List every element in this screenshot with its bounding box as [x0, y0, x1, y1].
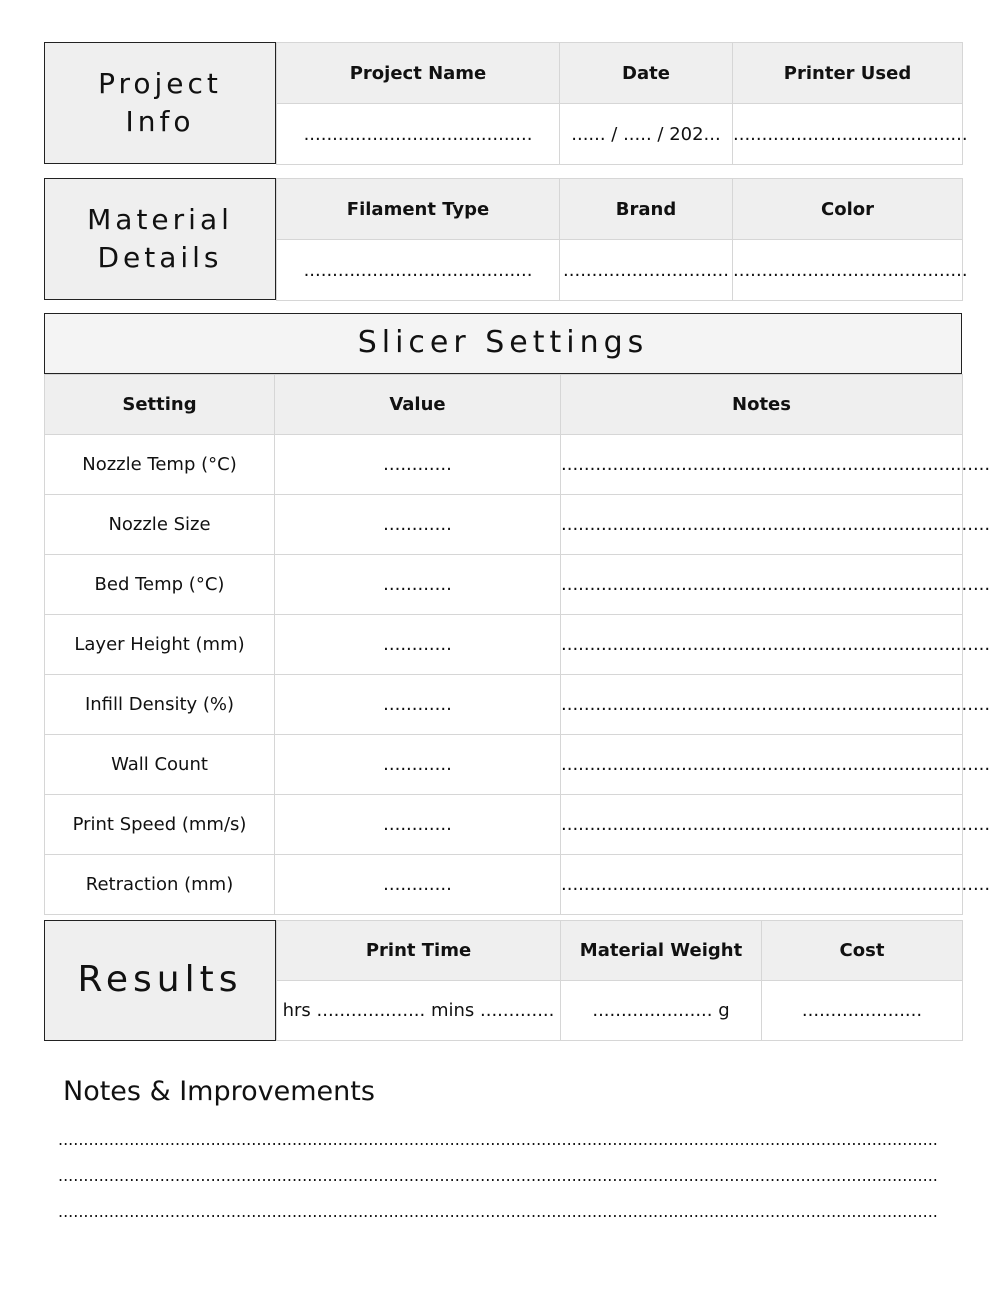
setting-label: Bed Temp (°C)	[45, 555, 275, 615]
value-field[interactable]: ............	[275, 855, 561, 915]
value-field[interactable]: ............	[275, 435, 561, 495]
setting-label: Nozzle Size	[45, 495, 275, 555]
results-label-text: Results	[77, 959, 243, 1001]
setting-label: Nozzle Temp (°C)	[45, 435, 275, 495]
table-row	[45, 495, 963, 555]
material-details-label-line2: Details	[97, 241, 223, 274]
notes-line-1[interactable]: .............................................................................................................................................................................	[58, 1130, 938, 1149]
header-date: Date	[560, 43, 733, 104]
table-row	[45, 855, 963, 915]
value-field[interactable]: ............	[275, 735, 561, 795]
header-print-time: Print Time	[277, 921, 561, 981]
material-weight-field[interactable]: ..................... g	[561, 981, 762, 1041]
notes-field[interactable]: ...........................................................................	[561, 795, 963, 855]
filament-type-field[interactable]: ........................................	[277, 240, 560, 301]
table-row	[45, 675, 963, 735]
table-row	[45, 435, 963, 495]
value-field[interactable]: ............	[275, 615, 561, 675]
table-row	[45, 555, 963, 615]
header-material-weight: Material Weight	[561, 921, 762, 981]
material-details-label-line1: Material	[87, 203, 233, 237]
results-label	[44, 920, 276, 1041]
brand-field[interactable]: .............................	[560, 240, 733, 301]
slicer-settings-title-text: Slicer Settings	[357, 325, 649, 361]
notes-improvements-title: Notes & Improvements	[63, 1076, 375, 1107]
notes-field[interactable]: ...........................................................................	[561, 495, 963, 555]
value-field[interactable]: ............	[275, 495, 561, 555]
value-field[interactable]: ............	[275, 555, 561, 615]
setting-label: Retraction (mm)	[45, 855, 275, 915]
color-field[interactable]: .........................................	[733, 240, 963, 301]
material-details-table	[276, 178, 968, 301]
date-field[interactable]: ...... / ..... / 202...	[560, 104, 733, 165]
setting-label: Layer Height (mm)	[45, 615, 275, 675]
results-table	[276, 920, 963, 1041]
header-filament-type: Filament Type	[277, 179, 560, 240]
slicer-settings-title	[44, 313, 962, 374]
value-field[interactable]: ............	[275, 675, 561, 735]
printer-used-field[interactable]: .........................................	[733, 104, 963, 165]
header-value: Value	[275, 375, 561, 435]
header-color: Color	[733, 179, 963, 240]
project-info-label-line2: Info	[125, 105, 195, 138]
notes-line-2[interactable]: .............................................................................................................................................................................	[58, 1166, 938, 1185]
header-printer-used: Printer Used	[733, 43, 963, 104]
project-name-field[interactable]: ........................................	[277, 104, 560, 165]
table-row	[45, 735, 963, 795]
header-setting: Setting	[45, 375, 275, 435]
slicer-settings-table	[44, 374, 991, 915]
notes-field[interactable]: ...........................................................................	[561, 735, 963, 795]
project-info-table	[276, 42, 968, 165]
notes-field[interactable]: ...........................................................................	[561, 855, 963, 915]
notes-line-3[interactable]: .............................................................................................................................................................................	[58, 1202, 938, 1221]
setting-label: Print Speed (mm/s)	[45, 795, 275, 855]
notes-field[interactable]: ...........................................................................	[561, 435, 963, 495]
project-info-label-line1: Project	[98, 67, 222, 101]
notes-field[interactable]: ...........................................................................	[561, 555, 963, 615]
header-cost: Cost	[762, 921, 963, 981]
header-brand: Brand	[560, 179, 733, 240]
setting-label: Wall Count	[45, 735, 275, 795]
notes-field[interactable]: ...........................................................................	[561, 675, 963, 735]
print-time-field[interactable]: hrs ................... mins .............	[277, 981, 561, 1041]
setting-label: Infill Density (%)	[45, 675, 275, 735]
table-row	[45, 615, 963, 675]
notes-field[interactable]: ...........................................................................	[561, 615, 963, 675]
header-project-name: Project Name	[277, 43, 560, 104]
header-notes: Notes	[561, 375, 963, 435]
cost-field[interactable]: .....................	[762, 981, 963, 1041]
project-info-label	[44, 42, 276, 164]
table-row	[45, 795, 963, 855]
value-field[interactable]: ............	[275, 795, 561, 855]
material-details-label	[44, 178, 276, 300]
